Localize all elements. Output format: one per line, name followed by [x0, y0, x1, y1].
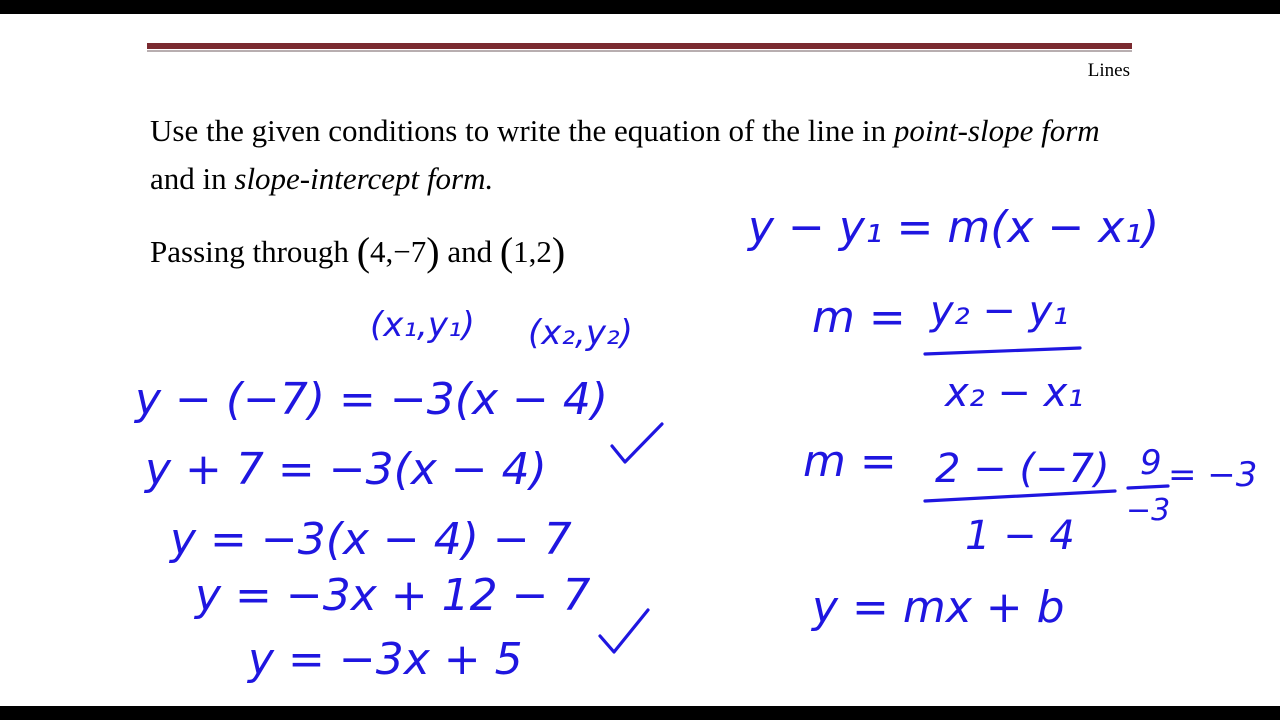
step-2: y + 7 = −3(x − 4) [145, 444, 547, 495]
slope-intercept-formula: y = mx + b [812, 582, 1065, 633]
checkmark-icon [612, 424, 662, 462]
slope-calc-lhs: m = [803, 436, 897, 487]
fraction-bar [925, 348, 1080, 354]
instruction-italic-slope-intercept: slope-intercept form. [234, 161, 494, 196]
slope-calc-result: = −3 [1168, 455, 1258, 495]
slope-calc-numerator: 2 − (−7) [935, 446, 1110, 492]
handwritten-work [0, 14, 1280, 706]
step-3: y = −3(x − 4) − 7 [170, 514, 572, 565]
label-x1-y1: (x₁,y₁) [370, 305, 475, 345]
slope-calc-fraction-den: −3 [1126, 493, 1171, 528]
slope-formula-denominator: x₂ − x₁ [945, 370, 1084, 416]
checkmark-icon [600, 610, 648, 652]
slope-formula-numerator: y₂ − y₁ [930, 288, 1069, 334]
section-title: Lines [1087, 60, 1130, 81]
step-5: y = −3x + 5 [248, 634, 523, 685]
slope-calc-denominator: 1 − 4 [965, 513, 1075, 559]
problem-prefix: Passing through [150, 234, 357, 269]
label-x2-y2: (x₂,y₂) [528, 313, 633, 353]
point-one: 4,−7 [370, 234, 427, 269]
point-slope-formula: y − y₁ = m(x − x₁) [748, 202, 1160, 253]
slide [0, 14, 1280, 706]
problem-statement: Passing through (4,−7) and (1,2) [150, 229, 566, 274]
instruction-italic-point-slope: point-slope form [893, 113, 1100, 148]
step-1: y − (−7) = −3(x − 4) [135, 374, 608, 425]
fraction-bar [925, 491, 1115, 501]
instruction-part2: and in [150, 161, 235, 196]
problem-connector: and [439, 234, 500, 269]
slope-calc-fraction-num: 9 [1140, 443, 1162, 483]
slope-formula-lhs: m = [812, 292, 906, 343]
step-4: y = −3x + 12 − 7 [195, 570, 591, 621]
point-two: 1,2 [513, 234, 552, 269]
fraction-bar [1128, 486, 1168, 488]
instruction-part1: Use the given conditions to write the equation of the line in [150, 113, 894, 148]
